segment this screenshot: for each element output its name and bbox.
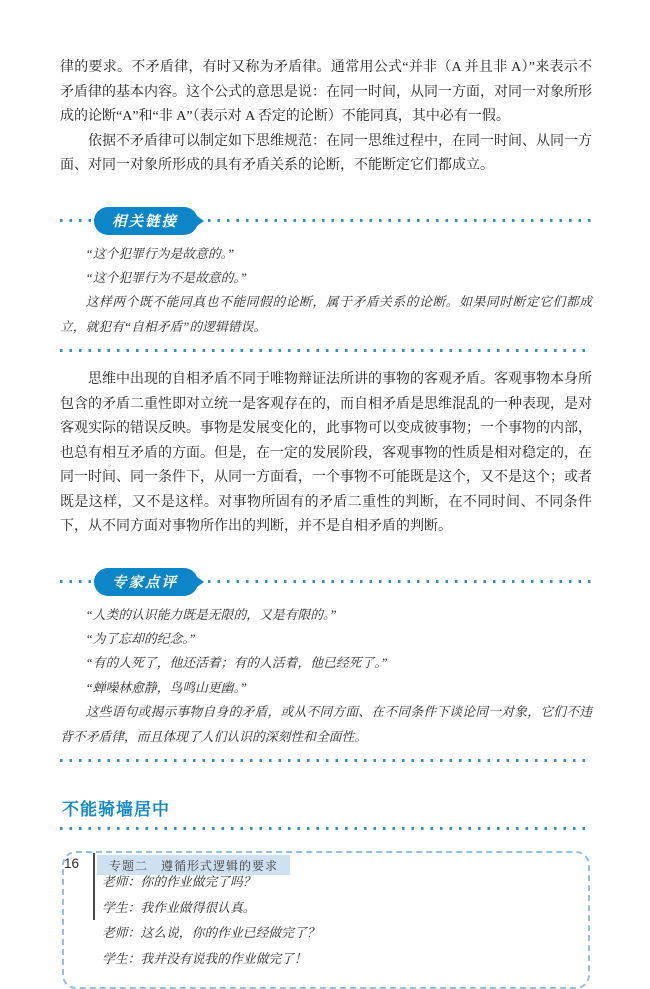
dotted-rule — [60, 219, 92, 222]
related-links-badge: 相关链接 — [94, 207, 198, 235]
dialogue-line: 老师：这么说，你的作业已经做完了？ — [102, 926, 320, 941]
related-links-body — [60, 242, 592, 340]
related-links-comment: 这样两个既不能同真也不能同假的论断，属于矛盾关系的论断。如果同时断定它们都成立，就犯有“自相矛盾”的逻辑错误。 — [60, 295, 592, 334]
dotted-rule — [208, 580, 592, 583]
quote-line: “这个犯罪行为是故意的。” — [85, 246, 235, 261]
dialogue-line: 老师：你的作业做完了吗？ — [102, 875, 256, 890]
dialogue-line: 学生：我作业做得很认真。 — [102, 900, 256, 915]
dialogue-line: 学生：我并没有说我的作业做完了！ — [102, 951, 307, 966]
page-content — [60, 56, 592, 989]
related-links-header — [60, 208, 592, 234]
expert-review-body — [60, 603, 592, 749]
intro-paragraph-continuation: 律的要求。不矛盾律，有时又称为矛盾律。通常用公式“并非（A 并且非 A）”来表示不矛盾律的基本内容。这个公式的意思是说：在同一时间，从同一方面，对同一对象所形成的论断“A”和“非 A”（表示对 A 否定的论断）不能同真，其中必有一假。 — [60, 60, 592, 124]
main-paragraph: 思维中出现的自相矛盾不同于唯物辩证法所讲的事物的客观矛盾。客观事物本身所包含的矛盾二重性即对立统一是客观存在的，而自相矛盾是思维混乱的一种表现，是对客观实际的错误反映。事物是发展变化的，此事物可以变成彼事物；一个事物的内部，也总有相互矛盾的方面。但是，在一定的发展阶段，客观事物的性质是相对稳定的，在同一时间、同一条件下，从同一方面看，一个事物不可能既是这个，又不是这个；或者既是这样，又不是这样。对事物所固有的矛盾二重性的判断，在不同时间、不同条件下，从不同方面对事物所作出的判断，并不是自相矛盾的判断。 — [60, 372, 592, 535]
footer-topic: 专题二 遵循形式逻辑的要求 — [97, 855, 290, 875]
expert-review-comment: 这些语句或揭示事物自身的矛盾，或从不同方面、在不同条件下谈论同一对象，它们不违背不矛盾律，而且体现了人们认识的深刻性和全面性。 — [60, 705, 592, 744]
dotted-rule — [208, 219, 592, 222]
quote-line: “蝉噪林愈静，鸟鸣山更幽。” — [85, 680, 247, 695]
intro-paragraph-rule: 依据不矛盾律可以制定如下思维规范：在同一思维过程中，在同一时间、从同一方面、对同一对象所形成的具有矛盾关系的论断，不能断定它们都成立。 — [60, 133, 592, 173]
section-heading: 不能骑墙居中 — [62, 800, 170, 820]
dotted-rule — [60, 580, 92, 583]
quote-line: “有的人死了，他还活着；有的人活着，他已经死了。” — [85, 656, 388, 671]
dotted-rule — [60, 759, 592, 762]
dotted-rule — [60, 827, 592, 830]
quote-line: “人类的认识能力既是无限的，又是有限的。” — [85, 607, 337, 622]
expert-review-badge: 专家点评 — [94, 568, 198, 596]
quote-line: “为了忘却的纪念。” — [85, 632, 196, 647]
page-number: 16 — [64, 856, 80, 871]
expert-review-header — [60, 569, 592, 595]
footer-divider — [93, 853, 95, 920]
quote-line: “这个犯罪行为不是故意的。” — [85, 270, 247, 285]
dotted-rule — [60, 349, 592, 352]
